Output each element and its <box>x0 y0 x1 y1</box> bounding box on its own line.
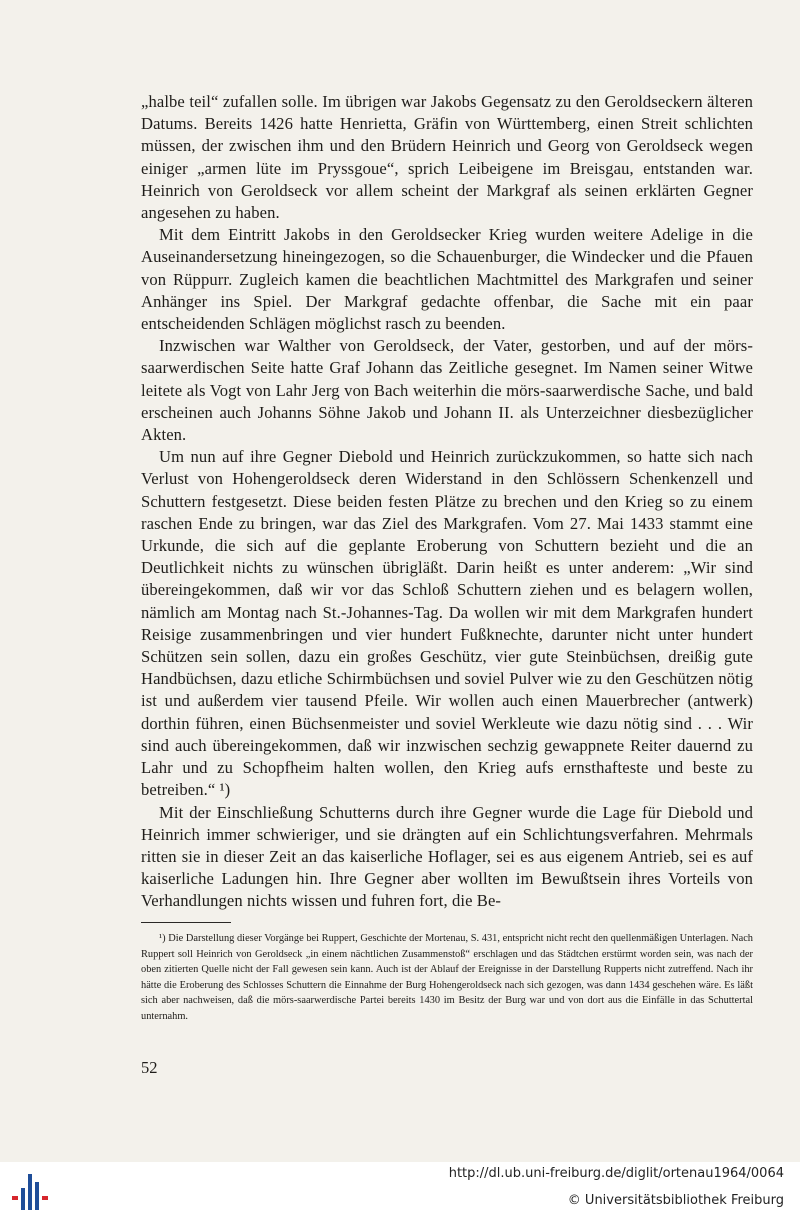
copyright-notice: © Universitätsbibliothek Freiburg <box>567 1193 784 1208</box>
paragraph: „halbe teil“ zufallen solle. Im übrigen war Jakobs Gegensatz zu den Geroldseckern älteren Datums. Bereits 1426 hatte Henrietta, Gräfin von Württemberg, einen Streit schlichten müssen, der zwischen ihm und den Brüdern Heinrich und Georg von Geroldseck wegen einiger „armen lüte im Pryssgoue“, sprich Leibeigene im Breisgau, entstanden war. Heinrich von Geroldseck vor allem scheint der Markgraf als seinen erklärten Gegner angesehen zu haben. <box>141 92 753 223</box>
footnote <box>141 931 753 1025</box>
paragraph: Mit der Einschließung Schutterns durch ihre Gegner wurde die Lage für Diebold und Heinrich immer schwieriger, und sie drängten auf ein Schlichtungsverfahren. Mehrmals ritten sie in dieser Zeit an das kaiserliche Hoflager, sei es aus eigenem Antrieb, sei es auf kaiserliche Ladungen hin. Ihre Gegner aber wollten im Bewußtsein ihres Vorteils von Verhandlungen nichts wissen und fuhren fort, die Be- <box>141 802 753 911</box>
source-link[interactable]: http://dl.ub.uni-freiburg.de/diglit/ortenau1964/0064 <box>448 1166 784 1181</box>
footer-bar <box>0 1162 800 1220</box>
paragraph: Um nun auf ihre Gegner Diebold und Heinrich zurückzukommen, so hatte sich nach Verlust von Hohengeroldseck deren Widerstand in den Schlössern Schenkenzell und Schuttern festgesetzt. Diese beiden festen Plätze zu brechen und den Krieg so zu einem raschen Ende zu bringen, war das Ziel des Markgrafen. Vom 27. Mai 1433 stammt eine Urkunde, die sich auf die geplante Eroberung von Schuttern bezieht und die an Deutlichkeit nichts zu wünschen übrigläßt. Darin heißt es unter anderem: „Wir sind übereingekommen, daß wir vor das Schloß Schuttern ziehen und es belagern wollen, nämlich am Montag nach St.-Johannes-Tag. Da wollen wir mit dem Markgrafen hundert Reisige zusammenbringen und vier hundert Fußknechte, darunter nicht unter hundert Schützen sein sollen, dazu ein großes Geschütz, vier gute Steinbüchsen, dreißig gute Handbüchsen, dazu etliche Schirmbüchsen und soviel Pulver wie zu den Geschützen nötig ist und außerdem vier tausend Pfeile. Wir wollen auch einen Mauerbrecher (antwerk) dorthin führen, einen Büchsenmeister und soviel Werkleute wie dazu nötig sind . . . Wir sind auch übereingekommen, daß wir inzwischen sechzig gewappnete Reiter dauernd zu Lahr und zu Schopfheim halten wollen, den Krieg aufs ernsthafteste und beste zu betreiben.“ ¹) <box>141 447 753 800</box>
paragraph: Inzwischen war Walther von Geroldseck, der Vater, gestorben, und auf der mörs-saarwerdischen Seite hatte Graf Johann das Zeitliche gesegnet. Im Namen seiner Witwe leitete als Vogt von Lahr Jerg von Bach weiterhin die mörs-saarwerdische Sache, und bald erscheinen auch Johanns Söhne Jakob und Johann II. als Unterzeichner diesbezüglicher Akten. <box>141 336 753 445</box>
footnote-text: ¹) Die Darstellung dieser Vorgänge bei Ruppert, Geschichte der Mortenau, S. 431, entspricht nicht recht den quellenmäßigen Unterlagen. Nach Ruppert soll Heinrich von Geroldseck „in einem nächtlichen Zusammenstoß“ erschlagen und das Städtchen erstürmt worden sein, was nach der oben zitierten Quelle nicht der Fall gewesen sein kann. Auch ist der Ablauf der Ereignisse in der Darstellung Rupperts nicht zutreffend. Nach ihr hätte die Eroberung des Schlosses Schuttern die Einnahme der Burg Hohengeroldseck nach sich gezogen, was dann 1434 geschehen wäre. Es läßt sich aber nachweisen, daß die mörs-saarwerdische Partei bereits 1430 im Besitz der Burg war und von dort aus die Einfälle in das Schuttertal unternahm. <box>141 933 753 1022</box>
university-library-logo-icon <box>10 1172 50 1214</box>
page-number: 52 <box>141 1058 158 1077</box>
body-text <box>141 91 753 913</box>
footnote-divider <box>141 922 231 923</box>
paragraph: Mit dem Eintritt Jakobs in den Geroldsecker Krieg wurden weitere Adelige in die Auseinandersetzung hineingezogen, so die Schauenburger, die Windecker und die Pfauen von Rüppurr. Zugleich kamen die beachtlichen Machtmittel des Markgrafen und seiner Anhänger ins Spiel. Der Markgraf gedachte offenbar, die Sache mit ein paar entscheidenden Schlägen möglichst rasch zu beenden. <box>141 225 753 334</box>
